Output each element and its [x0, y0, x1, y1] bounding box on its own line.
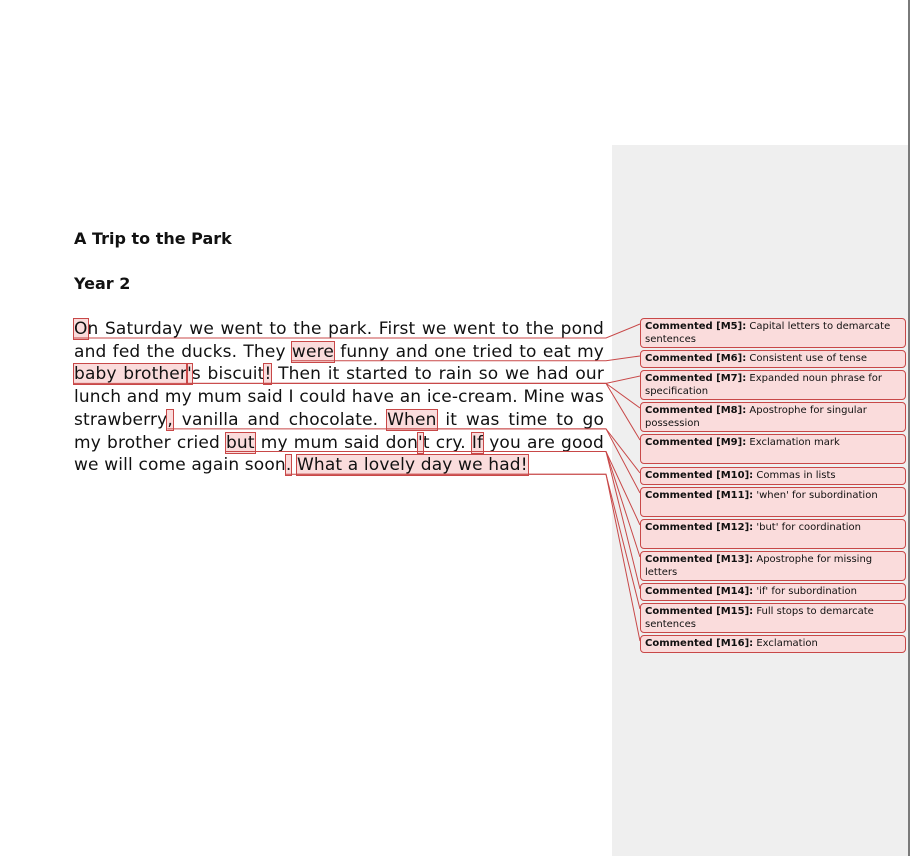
comment-m14[interactable]	[640, 583, 906, 601]
body-text-run: t cry.	[422, 432, 472, 453]
document-subtitle: Year 2	[74, 274, 131, 293]
document-title: A Trip to the Park	[74, 229, 232, 248]
body-text-run: funny and one tried to eat my	[333, 341, 605, 362]
comment-m15[interactable]	[640, 603, 906, 633]
comment-anchor[interactable]: were	[291, 341, 334, 362]
comment-m10[interactable]	[640, 467, 906, 485]
comment-ref: Commented [M10]:	[645, 470, 754, 481]
comment-anchor[interactable]: When	[387, 409, 437, 430]
comment-m11[interactable]	[640, 487, 906, 517]
comment-text: Commas in lists	[753, 470, 836, 481]
comment-text: Exclamation	[753, 638, 818, 649]
comment-ref: Commented [M5]:	[645, 321, 747, 332]
comment-text: 'when' for subordination	[753, 490, 878, 501]
comment-ref: Commented [M9]:	[645, 437, 747, 448]
comment-m7[interactable]	[640, 370, 906, 400]
body-text-run: Then it started to rain so we had our lunch and my mum said I could have an ice-cream. Mine was strawberry	[74, 364, 604, 430]
comment-text: Expanded noun phrase for specification	[645, 373, 882, 397]
comment-text: Exclamation mark	[746, 437, 840, 448]
comment-m9[interactable]	[640, 434, 906, 464]
page-edge	[908, 0, 910, 856]
comment-ref: Commented [M14]:	[645, 586, 754, 597]
comment-m12[interactable]	[640, 519, 906, 549]
comment-text: Consistent use of tense	[746, 353, 867, 364]
comment-text: Apostrophe for singular possession	[645, 405, 867, 429]
comment-m8[interactable]	[640, 402, 906, 432]
comment-anchor[interactable]: but	[225, 432, 255, 453]
comment-anchor[interactable]: '	[187, 364, 192, 385]
comment-m5[interactable]	[640, 318, 906, 348]
comment-m13[interactable]	[640, 551, 906, 581]
comment-text: 'if' for subordination	[753, 586, 857, 597]
comment-ref: Commented [M15]:	[645, 606, 754, 617]
comment-ref: Commented [M6]:	[645, 353, 747, 364]
comment-anchor[interactable]: '	[418, 432, 423, 453]
body-text-run: s biscuit	[191, 364, 265, 385]
comment-m16[interactable]	[640, 635, 906, 653]
body-text-run: my mum said don	[254, 432, 419, 453]
body-paragraph	[74, 318, 604, 477]
comment-ref: Commented [M7]:	[645, 373, 747, 384]
comment-anchor[interactable]: If	[471, 432, 484, 453]
comment-anchor[interactable]: ,	[167, 409, 173, 430]
comment-text: Capital letters to demarcate sentences	[645, 321, 891, 345]
connector-line	[297, 474, 640, 641]
comment-ref: Commented [M12]:	[645, 522, 754, 533]
comment-text: 'but' for coordination	[753, 522, 861, 533]
body-text-run: n Saturday we went to the park. First we went to the pond and fed the ducks. They	[74, 319, 604, 362]
body-text-run: vanilla and chocolate.	[172, 409, 388, 430]
comment-anchor[interactable]: O	[74, 319, 88, 339]
comment-ref: Commented [M8]:	[645, 405, 747, 416]
comment-anchor[interactable]: .	[285, 455, 292, 476]
body-text-run: you are good we will come again soon	[74, 432, 604, 476]
comment-anchor[interactable]: What a lovely day we had!	[296, 455, 528, 476]
comment-text: Full stops to demarcate sentences	[645, 606, 874, 630]
comment-ref: Commented [M11]:	[645, 490, 754, 501]
comment-ref: Commented [M13]:	[645, 554, 754, 565]
comment-anchor[interactable]: !	[264, 364, 272, 385]
comment-anchor[interactable]: baby brother	[74, 364, 188, 385]
comment-m6[interactable]	[640, 350, 906, 368]
connector-line	[286, 474, 640, 609]
body-text-run: it was time to go my brother cried	[74, 409, 604, 453]
comment-ref: Commented [M16]:	[645, 638, 754, 649]
comment-text: Apostrophe for missing letters	[645, 554, 873, 578]
